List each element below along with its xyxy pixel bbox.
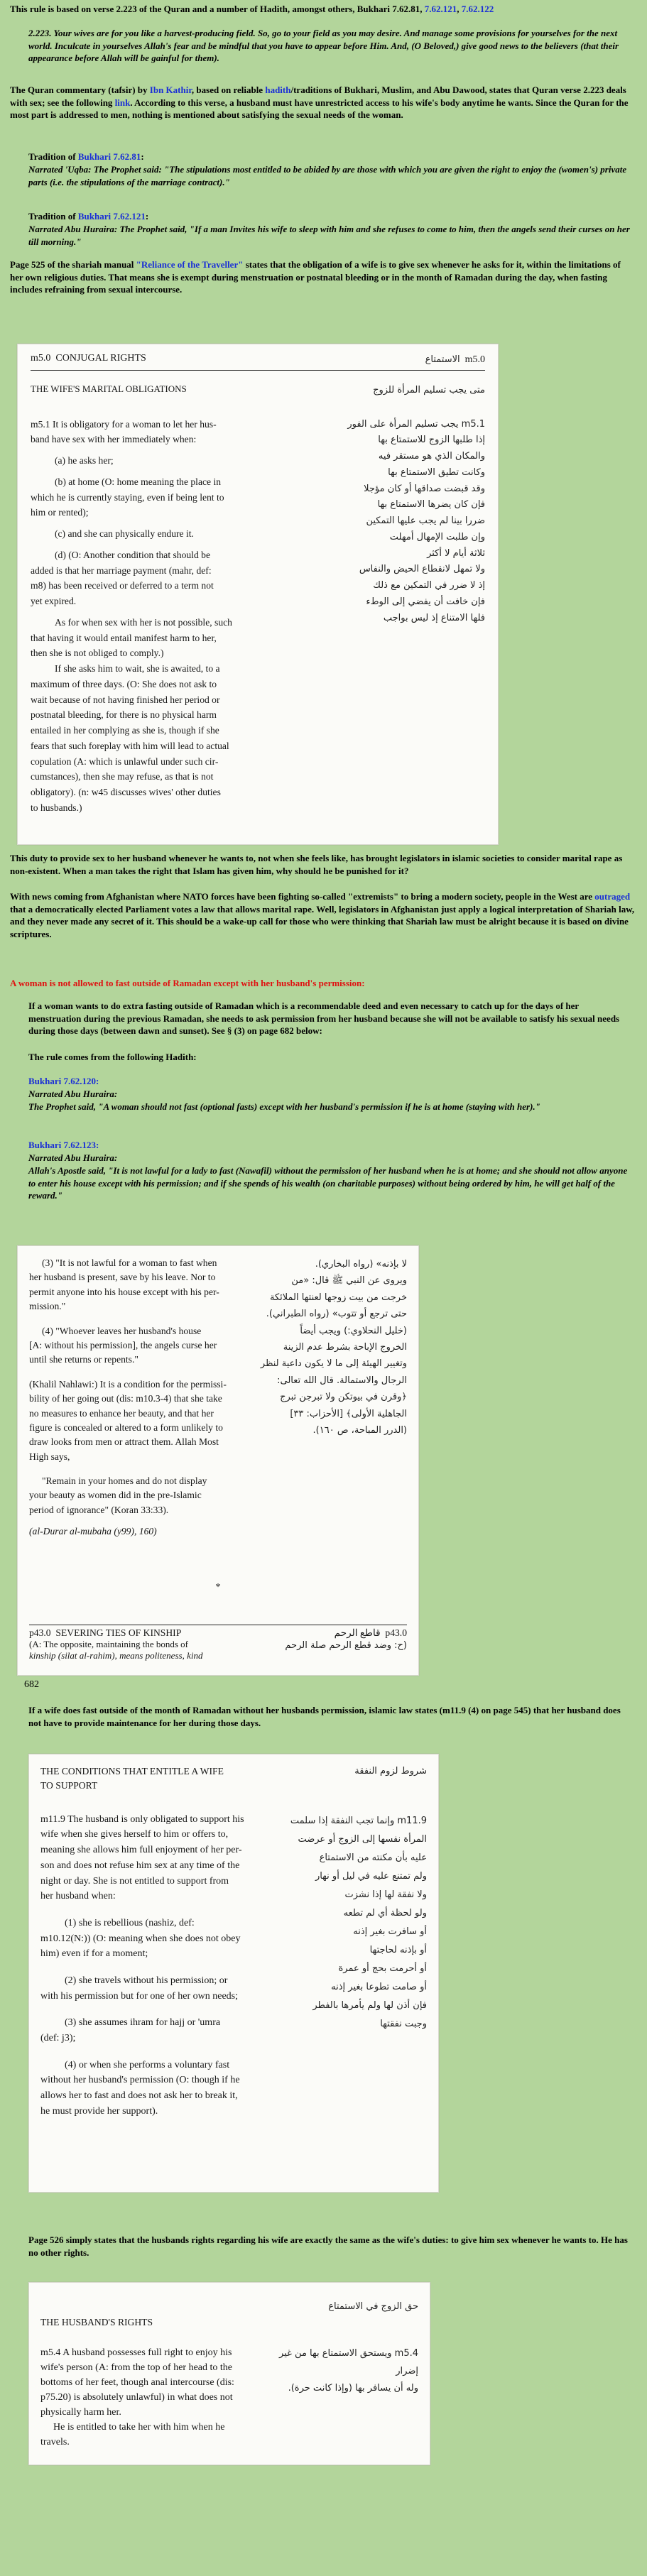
scan1-arabic-line: فإن خافت أن يفضي إلى الوطء xyxy=(366,596,485,607)
scan1-line: (a) he asks her; xyxy=(55,455,114,466)
fasting-heading: A woman is not allowed to fast outside of Ramadan except with her husband's permission: xyxy=(10,978,365,988)
scan-page-682 xyxy=(17,1245,419,1676)
scan1-arabic-line: ثلاثة أيام لا أكثر xyxy=(427,547,485,559)
scan2-line: figure is concealed or altered to a form unlikely to xyxy=(29,1421,223,1433)
commentary-t3: /traditions of Bukhari, Muslim, and Abu Dawood, states that Quran verse 2.223 deals with sex; see the following xyxy=(10,84,626,108)
page-525-t1: Page 525 of the shariah manual xyxy=(10,259,136,270)
outraged-link[interactable]: outraged xyxy=(594,891,631,902)
scan3-line: her husband when: xyxy=(40,1891,116,1902)
following-link[interactable]: link xyxy=(114,97,131,108)
intro-lead: This rule is based on verse 2.223 of the Quran and a number of Hadith, amongst others, Bukhari 7.62.81, xyxy=(10,4,425,14)
scan1-subtitle: THE WIFE'S MARITAL OBLIGATIONS xyxy=(31,383,187,394)
intro-sep: , xyxy=(457,4,462,14)
tradition-2-label xyxy=(28,210,632,223)
scan3-arabic-line: عليه بأن مكنته من الاستمتاع xyxy=(319,1852,427,1863)
scan3-line: meaning she allows him full enjoyment of her per- xyxy=(40,1845,242,1856)
scan1-columns xyxy=(31,417,485,816)
scan1-line: to husbands.) xyxy=(31,802,82,813)
scan1-line: As for when sex with her is not possible, such xyxy=(55,616,232,628)
tradition-1-colon: : xyxy=(141,151,144,162)
page-number-682: 682 xyxy=(24,1679,39,1690)
ramadan-note: If a wife does fast outside of the month of Ramadan without her husbands permission, islamic law states (m11.9 (4) on page 545) that her husband does not have to provide maintenance for her during those days. xyxy=(28,1705,621,1728)
scan3-header xyxy=(40,1764,427,1794)
scan4-line: wife's person (A: from the top of her head to the xyxy=(40,2362,232,2373)
scan1-line: (c) and she can physically endure it. xyxy=(55,528,194,540)
scan3-arabic-line: ولو لحظة أي لم تطعه xyxy=(343,1907,427,1919)
scan2-line: (al-Durar al-mubaha (y99), 160) xyxy=(29,1526,157,1537)
scan2-line: mission." xyxy=(29,1301,66,1312)
hadith1-narrator: Narrated Abu Huraira: xyxy=(28,1088,118,1099)
hadith-link-7-62-121[interactable]: 7.62.121 xyxy=(424,4,457,14)
scan3-line: m11.9 The husband is only obligated to support his xyxy=(40,1813,244,1825)
scan2-line: until she returns or repents." xyxy=(29,1354,138,1365)
scan4-english xyxy=(40,2345,267,2450)
scan2-footer-sub-en xyxy=(29,1639,202,1661)
scan4-line: p75.20) is absolutely unlawful) in what does not xyxy=(40,2392,233,2403)
scan1-arabic-line: ولا تمهل لانقطاع الحيض والنفاس xyxy=(359,564,485,575)
scan1-rule xyxy=(31,370,485,371)
scan3-line: night or day. She is not entitled to support from xyxy=(40,1875,229,1887)
scan1-arabic-line: فإن كان يضرها الاستمتاع بها xyxy=(377,499,485,511)
scan3-arabic-line: ولا نفقة لها إذا نشزت xyxy=(344,1889,427,1900)
scan2-arabic-line: (خليل النحلاوي:) ويجب أيضاً xyxy=(300,1325,407,1336)
hadith-link-7-62-122[interactable]: 7.62.122 xyxy=(461,4,494,14)
scan1-right-code: m5.0 xyxy=(464,354,485,365)
tradition-1-label xyxy=(28,151,632,163)
scan2-arabic-line: (الدرر المباحة، ص ١٦٠). xyxy=(312,1424,407,1436)
scan4-header xyxy=(40,2300,418,2328)
rule-from-text: The rule comes from the following Hadith: xyxy=(28,1052,197,1062)
scan1-right xyxy=(425,353,485,368)
scan2-footer-header xyxy=(29,1627,407,1639)
scan3-line: (4) or when she performs a voluntary fast xyxy=(65,2059,230,2070)
scan1-left-code-text: m5.0 xyxy=(31,353,51,364)
scan4-arabic-line: وله أن يسافر بها (وإذا كانت حرة). xyxy=(288,2383,418,2394)
tradition-2-colon: : xyxy=(145,211,149,222)
scan-husband-rights xyxy=(28,2282,430,2465)
scan1-left-code xyxy=(31,353,146,368)
scan2-star: * xyxy=(215,1581,221,1593)
scan3-arabic-title: شروط لزوم النفقة xyxy=(354,1766,427,1777)
page-525-t2: states that the obligation of a wife is to give sex whenever he asks for it, within the limitations of her own religious duties. That means she is exempt during menstruation or postnatal bleeding or in the month of Ramadan during the day, when fasting includes refraining from sexual intercourse. xyxy=(10,259,621,295)
scan1-arabic-line: إذا طلبها الزوج للاستمتاع بها xyxy=(378,435,485,446)
scan2-arabic-line: ويروى عن النبي ﷺ قال: «من xyxy=(291,1275,407,1287)
scan1-arabic-line: فلها الامتناع إذ ليس بواجب xyxy=(383,612,485,623)
scan2-line: draw looks from men or attract them. Allah Most xyxy=(29,1436,219,1448)
scan2-arabic-line: ﴿وقرن في بيوتكن ولا تبرجن تبرج xyxy=(280,1392,407,1403)
scan2-arabic xyxy=(256,1256,407,1539)
scan1-line: fears that such foreplay with him will lead to actual xyxy=(31,740,229,751)
scan4-line: bottoms of her feet, though anal intercourse (dis: xyxy=(40,2377,234,2388)
scan1-line: postnatal bleeding, for there is no physical harm xyxy=(31,709,217,721)
tradition-2-prefix: Tradition of xyxy=(28,211,78,222)
scan2-arabic-line: الرجال والاستمالة. قال الله تعالى: xyxy=(277,1375,407,1386)
scan4-arabic-line: إضرار xyxy=(396,2365,418,2376)
scan4-columns xyxy=(40,2345,418,2450)
reliance-traveller-link[interactable]: "Reliance of the Traveller" xyxy=(136,259,244,270)
scan4-line: physically harm her. xyxy=(40,2407,121,2418)
scan3-arabic-line: فإن أذن لها ولم يأمرها بالفطر xyxy=(312,1999,427,2011)
scan1-line: yet expired. xyxy=(31,596,77,607)
hadith2-text: Allah's Apostle said, "It is not lawful for a lady to fast (Nawafil) without the permission of her husband when he is at home; and she should not allow anyone to enter his house except with his permission; and if she spends of his wealth (on charitable purposes) without being ordered by him, he will get half of the reward." xyxy=(28,1165,628,1201)
scan2-line: permit anyone into his house except with his per- xyxy=(29,1286,219,1297)
scan2-arabic-line: حتى ترجع أو تتوب» (رواه الطبراني). xyxy=(266,1309,407,1320)
scan3-line: m10.12(N:)) (O: meaning when she does not obey xyxy=(40,1933,241,1944)
tradition-2-text: Narrated Abu Huraira: The Prophet said, "If a man Invites his wife to sleep with him and she refuses to come to him, then the angels send their curses on her till morning." xyxy=(28,224,630,247)
afghan-t2: that a democratically elected Parliament votes a law that allows marital rape. Well, legislators in Afghanistan just apply a logical interpretation of Shariah law, and they never made any secret of it. This should be a wake-up call for those who were thinking that Shariah law must be alright because it is based on divine scriptures. xyxy=(10,903,635,939)
commentary-t2: , based on reliable xyxy=(191,84,266,95)
scan4-line: m5.4 A husband possesses full right to enjoy his xyxy=(40,2347,232,2358)
hadith-link[interactable]: hadith xyxy=(265,84,291,95)
scan1-line: m8) has been received or deferred to a term not xyxy=(31,580,214,591)
scan-wife-support xyxy=(28,1754,439,2193)
scan3-arabic-line: أو أحرمت بحج أو عمرة xyxy=(338,1963,427,1974)
scan1-subheader xyxy=(31,383,485,398)
scan2-line: bility of her going out (dis: m10.3-4) that she take xyxy=(29,1393,222,1404)
scan1-line: added is that her marriage payment (mahr, def: xyxy=(31,564,212,576)
scan2-arabic-line: خرجت من بيت زوجها لعنتها الملائكة xyxy=(269,1292,407,1303)
tradition-1-text: Narrated 'Uqba: The Prophet said: "The stipulations most entitled to be abided by are those with which you are given the right to enjoy the (women's) private parts (i.e. the stipulations of the marriage contract)." xyxy=(28,164,627,187)
scan3-arabic-line: أو بإذنه لحاجتها xyxy=(369,1944,427,1955)
scan3-title xyxy=(40,1764,224,1794)
scan1-line: cumstances), then she may refuse, as that is not xyxy=(31,771,214,782)
scan1-line: (d) (O: Another condition that should be xyxy=(55,549,210,560)
bukhari-7-62-121-link[interactable]: Bukhari 7.62.121 xyxy=(77,211,146,222)
scan1-line: wait because of not having finished her period or xyxy=(31,694,220,705)
scan2-footer-sub xyxy=(29,1639,407,1661)
scan3-arabic xyxy=(272,1812,427,2119)
scan3-title1: THE CONDITIONS THAT ENTITLE A WIFE xyxy=(40,1766,224,1777)
bukhari-7-62-123-link[interactable]: Bukhari 7.62.123: xyxy=(28,1140,99,1150)
scan3-arabic-line: m11.9 وإنما تجب النفقة إذا سلمت xyxy=(290,1815,427,1826)
scan3-english xyxy=(40,1812,272,2119)
scan3-line: son and does not refuse him sex at any time of the xyxy=(40,1860,240,1871)
scan3-line: without her husband's permission (O: though if he xyxy=(40,2075,240,2086)
scan3-arabic-line: أو سافرت بغير إذنه xyxy=(353,1926,427,1937)
scan3-line: (2) she travels without his permission; or xyxy=(65,1975,228,1986)
scan2-arabic-line: الجاهلية الأولى﴾ [الأحزاب: ٣٣] xyxy=(290,1408,407,1419)
scan1-line: him or rented); xyxy=(31,507,89,518)
scan1-arabic-line: والمكان الذي هو مستقر فيه xyxy=(378,451,485,462)
scan3-line: he must provide her support). xyxy=(40,2105,158,2117)
scan1-line: then she is not obliged to comply.) xyxy=(31,648,164,659)
scan2-line: your beauty as women did in the pre-Islamic xyxy=(29,1490,202,1501)
scan4-arabic-title: حق الزوج في الاستمتاع xyxy=(328,2301,418,2312)
scan1-arabic-line: ضررا بينا لم يجب عليها التمكين xyxy=(366,515,485,527)
tradition-1-prefix: Tradition of xyxy=(28,151,78,162)
bukhari-7-62-120-link[interactable]: Bukhari 7.62.120: xyxy=(28,1076,99,1086)
scan2-line: (Khalil Nahlawi:) It is a condition for the permissi- xyxy=(29,1378,227,1390)
scan1-arabic-subtitle: متى يجب تسليم المرأة للزوج xyxy=(373,384,485,395)
hadith2-narrator: Narrated Abu Huraira: xyxy=(28,1152,118,1163)
scan-conjugal-rights xyxy=(17,344,499,845)
scan2-footer-right xyxy=(335,1627,407,1639)
scan3-line: with his permission but for one of her own needs; xyxy=(40,1990,239,2002)
scan1-line: copulation (A: which is unlawful under such cir- xyxy=(31,755,219,767)
scan2-footer-code-r: p43.0 xyxy=(385,1627,407,1638)
scan2-footer-left xyxy=(29,1627,181,1639)
scan3-line: wife when she gives herself to him or offers to, xyxy=(40,1829,229,1840)
verse-2-223: 2.223. Your wives are for you like a harvest-producing field. So, go to your field as you may desire. And manage some provisions for yourselves for the next world. Inculcate in yourselves Allah's fear and be mindful that you have to appear before Him. And, (O Beloved,) give good news to the believers (that their appearance before Allah will be gainful for them). xyxy=(28,28,619,64)
scan1-line: that having it would entail manifest harm to her, xyxy=(31,632,217,643)
commentary-paragraph xyxy=(10,84,635,121)
scan1-arabic-title: الاستمتاع xyxy=(425,354,460,365)
page-526-paragraph: Page 526 simply states that the husbands rights regarding his wife are exactly the same as the wife's duties: to give him sex whenever he wants to. He has no other rights. xyxy=(28,2234,628,2258)
scan2-arabic-line: الخروج الإباحة بشرط عدم الزينة xyxy=(283,1341,407,1353)
scan2-line: "Remain in your homes and do not display xyxy=(42,1475,207,1487)
scan1-english xyxy=(31,417,303,816)
scan1-line: If she asks him to wait, she is awaited, to a xyxy=(55,663,220,675)
scan2-footer-sub1: (A: The opposite, maintaining the bonds of xyxy=(29,1638,188,1649)
scan2-line: [A: without his permission], the angels curse her xyxy=(29,1339,217,1350)
scan1-arabic-line: وكانت تطيق الاستمتاع بها xyxy=(388,466,485,478)
afghanistan-paragraph xyxy=(10,890,635,940)
scan2-english xyxy=(29,1256,256,1539)
scan1-arabic-line: وإن طلبت الإمهال أمهلت xyxy=(389,531,485,542)
scan3-line: (def: j3); xyxy=(40,2033,76,2044)
scan3-line: (1) she is rebellious (nashiz, def: xyxy=(65,1917,195,1928)
scan3-line: (3) she assumes ihram for hajj or 'umra xyxy=(65,2017,221,2029)
scan1-line: maximum of three days. (O: She does not ask to xyxy=(31,678,217,689)
scan2-line: no measures to enhance her beauty, and that her xyxy=(29,1407,214,1419)
hadith1-text: The Prophet said, "A woman should not fast (optional fasts) except with her husband's permission if he is at home (staying with her)." xyxy=(28,1101,540,1112)
scan2-footer-arabic: قاطع الرحم xyxy=(334,1627,381,1638)
scan1-line: band have sex with her immediately when: xyxy=(31,434,197,445)
fasting-paragraph: If a woman wants to do extra fasting outside of Ramadan which is a recommendable deed and even necessary to catch up for the days of her menstruation during the previous Ramadan, she needs to ask permission from her husband because she will not be available to satisfy his sexual needs during those days (between dawn and sunset). See § (3) on page 682 below: xyxy=(28,1000,620,1037)
scan4-line: travels. xyxy=(40,2437,70,2447)
scan3-arabic-line: ولم تمتنع عليه في ليل أو نهار xyxy=(315,1870,427,1882)
scan2-footer-arabic-sub: (ح: وضد قطع الرحم صلة الرحم xyxy=(285,1639,407,1651)
duty-paragraph: This duty to provide sex to her husband whenever he wants to, not when she feels like, has brought legislators in islamic societies to consider marital rape as non-existent. When a man takes the right that Islam has given him, why should he be punished for it? xyxy=(10,853,623,876)
scan1-line: (b) at home (O: home meaning the place in xyxy=(55,476,222,487)
scan1-line: which he is currently staying, even if being lent to xyxy=(31,491,224,503)
scan3-arabic-line: وجبت نفقتها xyxy=(380,2018,427,2029)
scan2-line: period of ignorance" (Koran 33:33). xyxy=(29,1504,169,1515)
scan2-footer-sub2: kinship (silat al-rahim), means politeness, kind xyxy=(29,1649,203,1661)
scan1-arabic-line: m5.1 يجب تسليم المرأة على الفور xyxy=(347,418,485,430)
scan2-line: High says, xyxy=(29,1451,70,1462)
scan1-line: m5.1 It is obligatory for a woman to let her hus- xyxy=(31,418,217,430)
scan1-line: entailed in her complying as she is, though if she xyxy=(31,725,219,736)
scan4-title: THE HUSBAND'S RIGHTS xyxy=(40,2317,153,2327)
scan4-arabic-line: m5.4 ويستحق الاستمتاع بها من غير xyxy=(279,2348,418,2359)
scan3-line: him) even if for a moment; xyxy=(40,1948,148,1960)
scan1-title: CONJUGAL RIGHTS xyxy=(55,353,146,364)
scan2-footer-title: SEVERING TIES OF KINSHIP xyxy=(55,1627,182,1638)
scan2-arabic-line: وتغيير الهيئة إلى ما لا يكون داعية لنظر xyxy=(260,1358,407,1370)
scan2-line: her husband is present, save by his leave. Nor to xyxy=(29,1272,216,1283)
scan3-columns xyxy=(40,1812,427,2119)
ibn-kathir-link[interactable]: Ibn Kathir xyxy=(149,84,192,95)
afghan-t1: With news coming from Afghanistan where NATO forces have been fighting so-called "extremists" to bring a modern society, people in the West are xyxy=(10,891,595,902)
scan1-line: obligatory). (n: w45 discusses wives' other duties xyxy=(31,787,221,798)
scan2-arabic-line: لا بإذنه» (رواه البخاري). xyxy=(315,1259,407,1270)
scan2-footer-code: p43.0 xyxy=(29,1627,51,1638)
scan2-line: (3) "It is not lawful for a woman to fast when xyxy=(42,1257,217,1268)
scan1-arabic xyxy=(303,417,485,816)
scan4-arabic xyxy=(267,2345,418,2450)
commentary-t4: . According to this verse, a husband must have unrestricted access to his wife's body anytime he wants. Since the Quran for the most part is addressed to men, nothing is mentioned about satisfying the sexual needs of the woman. xyxy=(10,97,629,121)
scan3-arabic-line: المرأة نفسها إلى الزوج أو عرضت xyxy=(298,1833,427,1845)
page-525-paragraph xyxy=(10,258,635,296)
scan1-header xyxy=(31,353,485,368)
scan4-line: He is entitled to take her with him when he xyxy=(53,2422,225,2433)
scan3-line: allows her to fast and does not ask her to break it, xyxy=(40,2090,238,2102)
scan1-arabic-line: وقد قبضت صداقها أو كان مؤجلا xyxy=(364,483,485,494)
commentary-t1: The Quran commentary (tafsir) by xyxy=(10,84,150,95)
scan3-title2: TO SUPPORT xyxy=(40,1780,98,1791)
bukhari-7-62-81-link[interactable]: Bukhari 7.62.81 xyxy=(77,151,141,162)
intro-text xyxy=(10,3,635,16)
scan3-arabic-line: أو صامت تطوعا بغير إذنه xyxy=(331,1981,427,1992)
scan1-arabic-line: إذ لا ضرر في التمكين مع ذلك xyxy=(373,580,485,591)
scan2-line: (4) "Whoever leaves her husband's house xyxy=(42,1325,202,1336)
scan2-columns xyxy=(29,1256,407,1539)
